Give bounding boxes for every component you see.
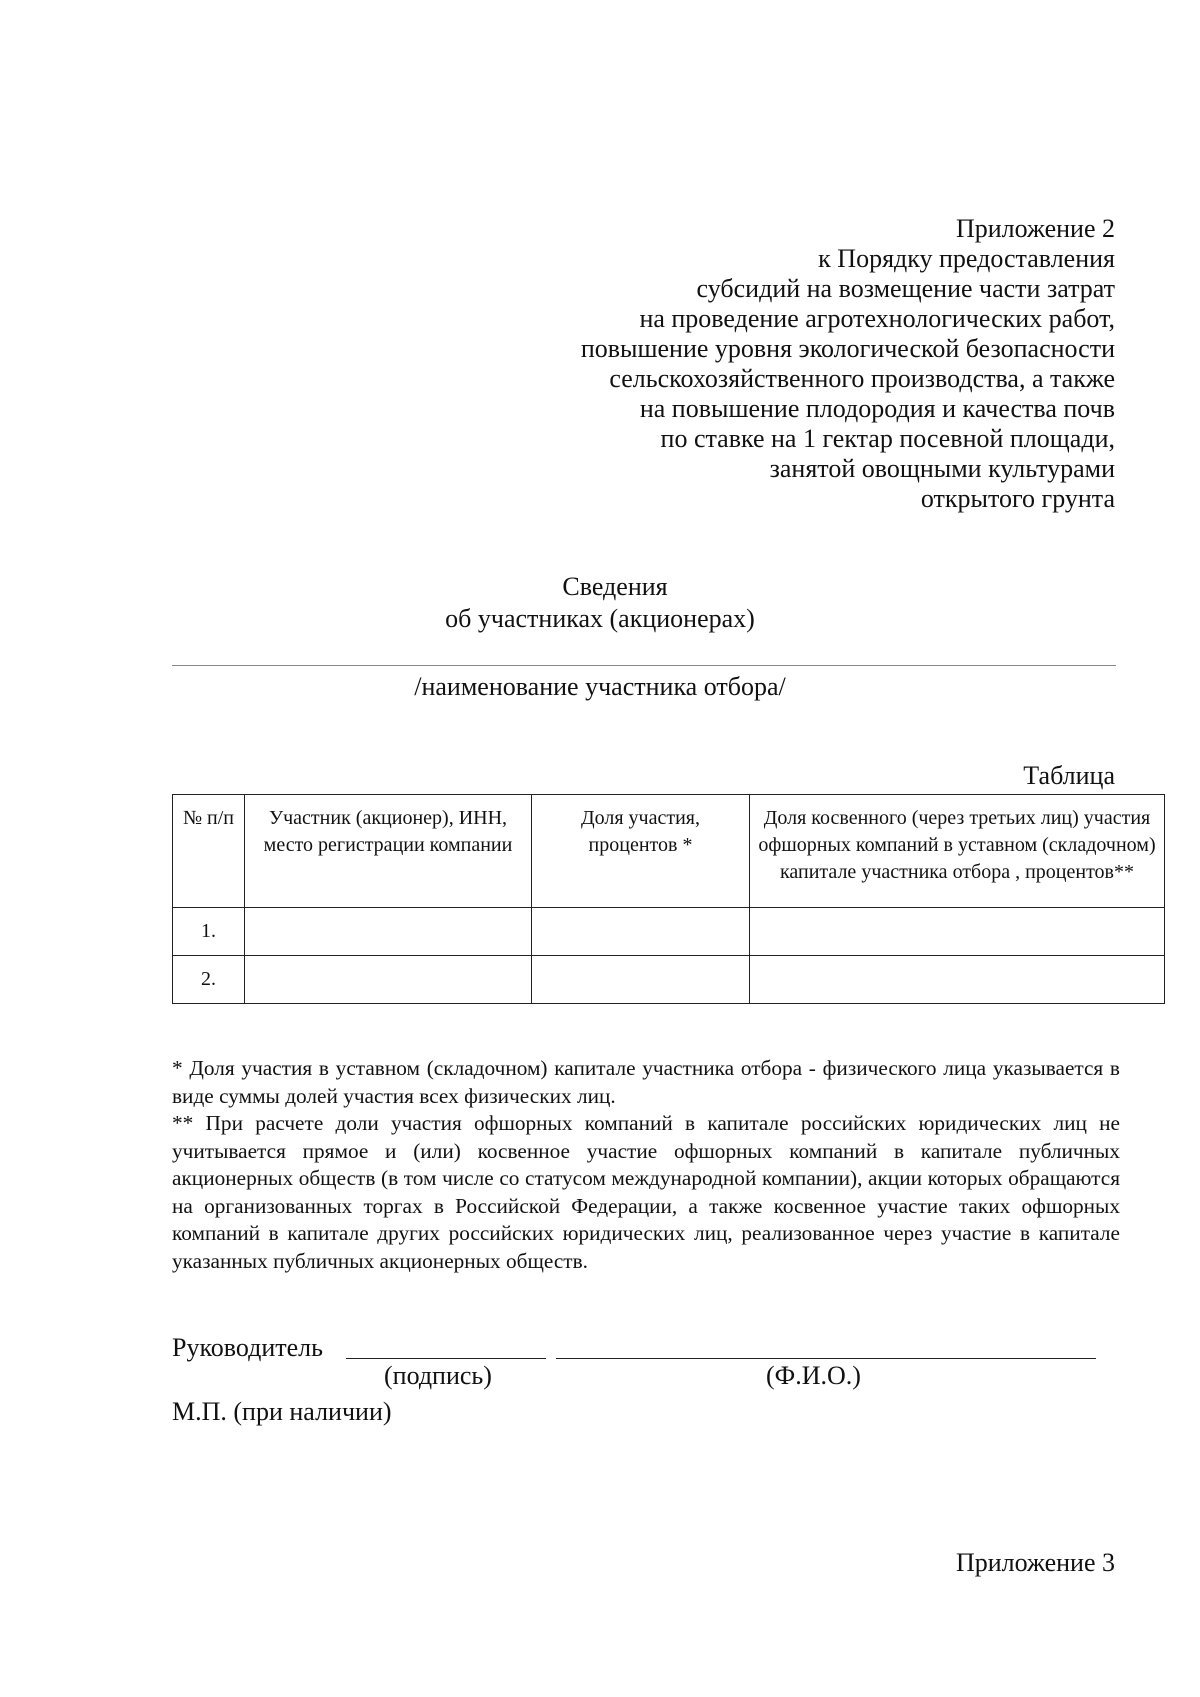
appendix-line: к Порядку предоставления (818, 244, 1115, 273)
indirect-share-cell[interactable] (750, 956, 1165, 1004)
signature-line[interactable] (346, 1358, 546, 1359)
signature-caption: (подпись) (384, 1361, 492, 1390)
indirect-share-cell[interactable] (750, 908, 1165, 956)
row-number: 2. (173, 956, 245, 1004)
table-label: Таблица (1023, 761, 1115, 790)
full-name-line[interactable] (556, 1358, 1096, 1359)
appendix-line: на проведение агротехнологических работ, (639, 304, 1115, 333)
title-line-1: Сведения (562, 572, 668, 601)
header-participant: Участник (акционер), ИНН, место регистрации компании (245, 795, 532, 908)
share-cell[interactable] (532, 956, 750, 1004)
footnote-2: ** При расчете доли участия офшорных компаний в капитале российских юридических лиц не учитывается прямое и (или) косвенное участие офшорных компаний в капитале публичных акционерных обществ (в том числе со статусом международной компании), акции которых обращаются на организованных торгах в Российской Федерации, а также косвенное участие таких офшорных компаний в капитале других российских юридических лиц, реализованное через участие в капитале указанных публичных акционерных обществ. (172, 1111, 1120, 1273)
participant-cell[interactable] (245, 908, 532, 956)
stamp-note: М.П. (при наличии) (172, 1397, 392, 1426)
title-line-2: об участниках (акционерах) (445, 604, 755, 633)
appendix-line: сельскохозяйственного производства, а также (609, 364, 1115, 393)
table-header-row (173, 795, 1165, 908)
share-cell[interactable] (532, 908, 750, 956)
appendix-line: субсидий на возмещение части затрат (696, 274, 1115, 303)
document-title (0, 571, 1200, 635)
header-share: Доля участия, процентов * (532, 795, 750, 908)
appendix-line: на повышение плодородия и качества почв (639, 394, 1115, 423)
shareholders-table (172, 794, 1165, 1004)
table-row (173, 908, 1165, 956)
participant-name-line[interactable] (172, 665, 1116, 666)
participant-cell[interactable] (245, 956, 532, 1004)
participant-name-caption: /наименование участника отбора/ (414, 672, 786, 701)
footnotes (172, 1055, 1120, 1275)
appendix-line: открытого грунта (920, 484, 1115, 513)
appendix-line: повышение уровня экологической безопасности (580, 334, 1115, 363)
next-appendix-heading: Приложение 3 (955, 1548, 1115, 1577)
row-number: 1. (173, 908, 245, 956)
header-number: № п/п (173, 795, 245, 908)
footnote-1: * Доля участия в уставном (складочном) капитале участника отбора - физического лица указывается в виде суммы долей участия всех физических лиц. (172, 1056, 1120, 1108)
appendix-header (215, 214, 1115, 514)
appendix-line: занятой овощными культурами (769, 454, 1115, 483)
head-label: Руководитель (172, 1333, 323, 1362)
appendix-line: по ставке на 1 гектар посевной площади, (660, 424, 1115, 453)
appendix-line: Приложение 2 (955, 214, 1115, 243)
header-indirect-share: Доля косвенного (через третьих лиц) участия офшорных компаний в уставном (складочном) капитале участника отбора , процентов** (750, 795, 1165, 908)
table-row (173, 956, 1165, 1004)
full-name-caption: (Ф.И.О.) (766, 1361, 861, 1390)
